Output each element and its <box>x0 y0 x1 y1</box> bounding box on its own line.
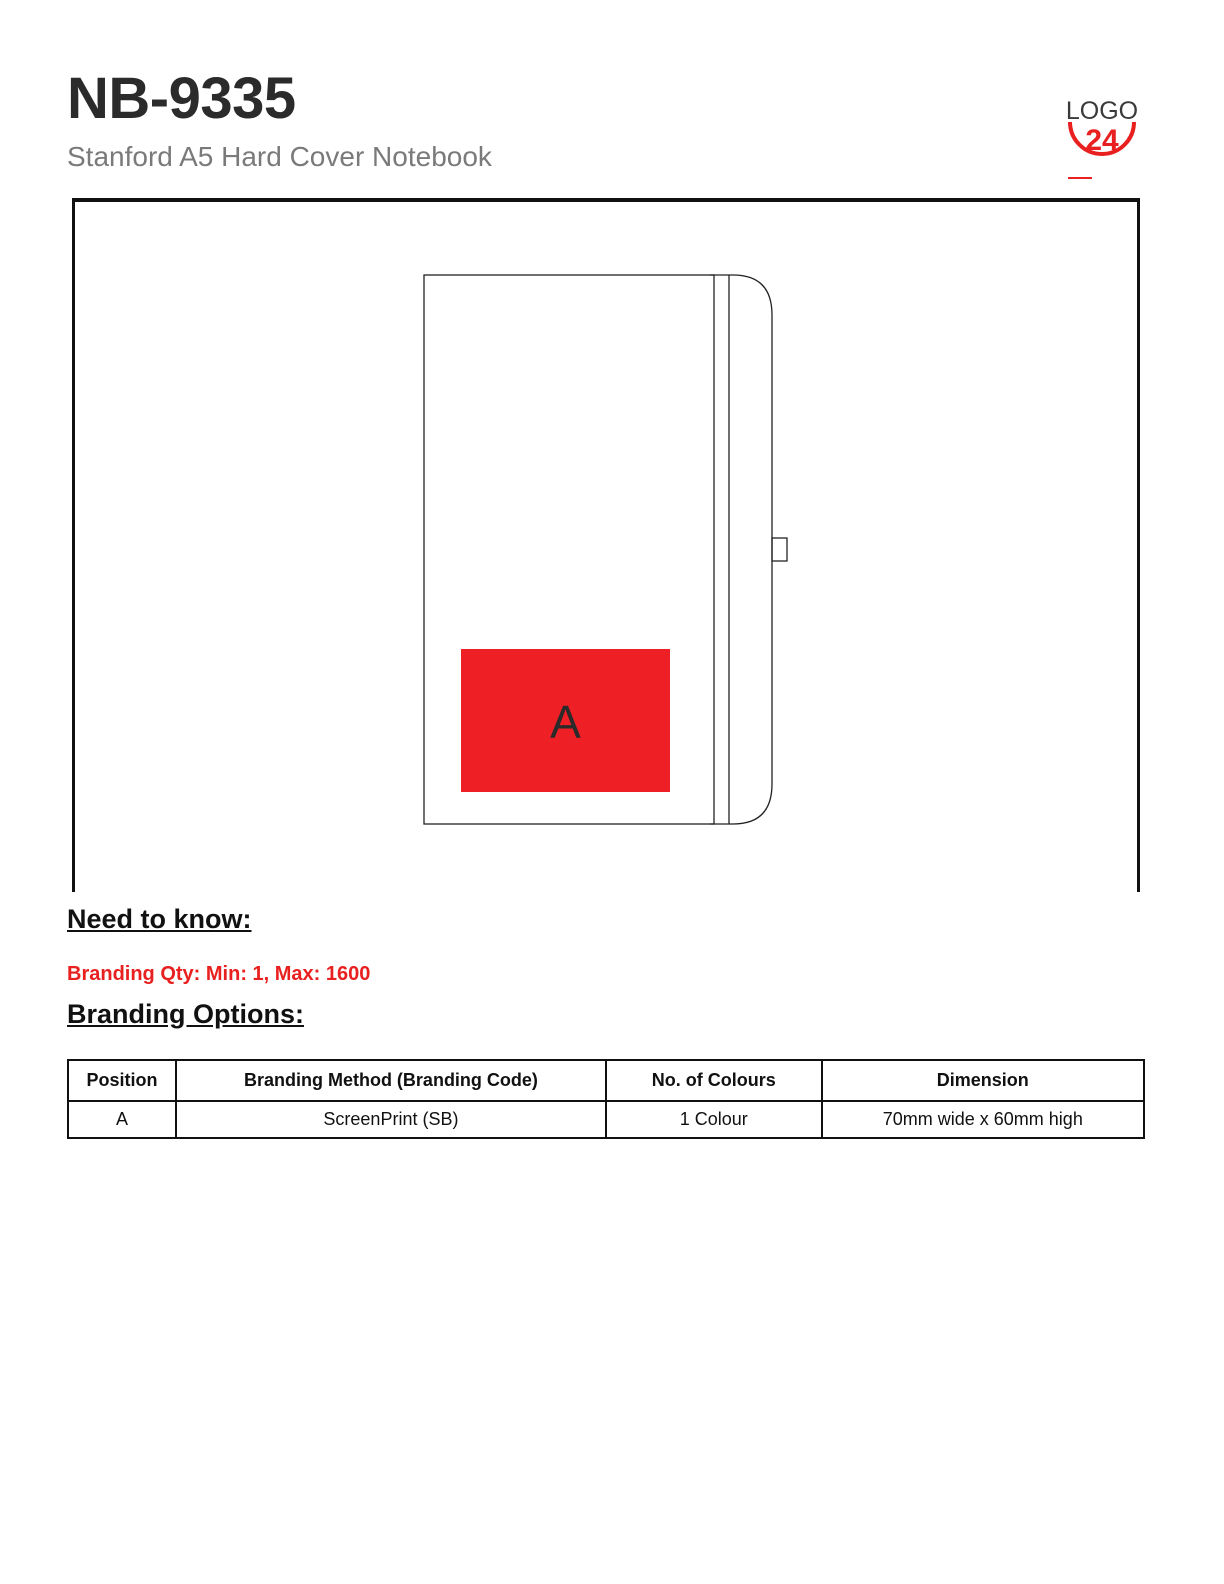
cell-colours: 1 Colour <box>606 1101 822 1138</box>
column-header-method: Branding Method (Branding Code) <box>176 1060 606 1101</box>
product-drawing-frame <box>72 198 1140 892</box>
need-to-know-heading: Need to know: <box>67 904 252 934</box>
branding-qty: Branding Qty: Min: 1, Max: 1600 <box>67 963 371 985</box>
column-header-dimension: Dimension <box>822 1060 1144 1101</box>
logo24-icon <box>1062 86 1142 180</box>
cell-method: ScreenPrint (SB) <box>176 1101 606 1138</box>
product-code: NB-9335 <box>67 66 296 131</box>
table-header-row <box>68 1060 1144 1101</box>
pen-loop <box>772 538 787 561</box>
print-area-label: A <box>550 696 581 748</box>
cell-position: A <box>68 1101 176 1138</box>
product-name: Stanford A5 Hard Cover Notebook <box>67 141 492 172</box>
notebook-drawing <box>75 202 1137 892</box>
logo-text-bottom: 24 <box>1085 124 1119 157</box>
cell-dimension: 70mm wide x 60mm high <box>822 1101 1144 1138</box>
logo-text-top: LOGO <box>1065 97 1139 125</box>
column-header-colours: No. of Colours <box>606 1060 822 1101</box>
branding-options-heading: Branding Options: <box>67 999 304 1029</box>
column-header-position: Position <box>68 1060 176 1101</box>
branding-options-table <box>67 1059 1145 1139</box>
notebook-strap <box>710 275 772 824</box>
table-row <box>68 1101 1144 1138</box>
